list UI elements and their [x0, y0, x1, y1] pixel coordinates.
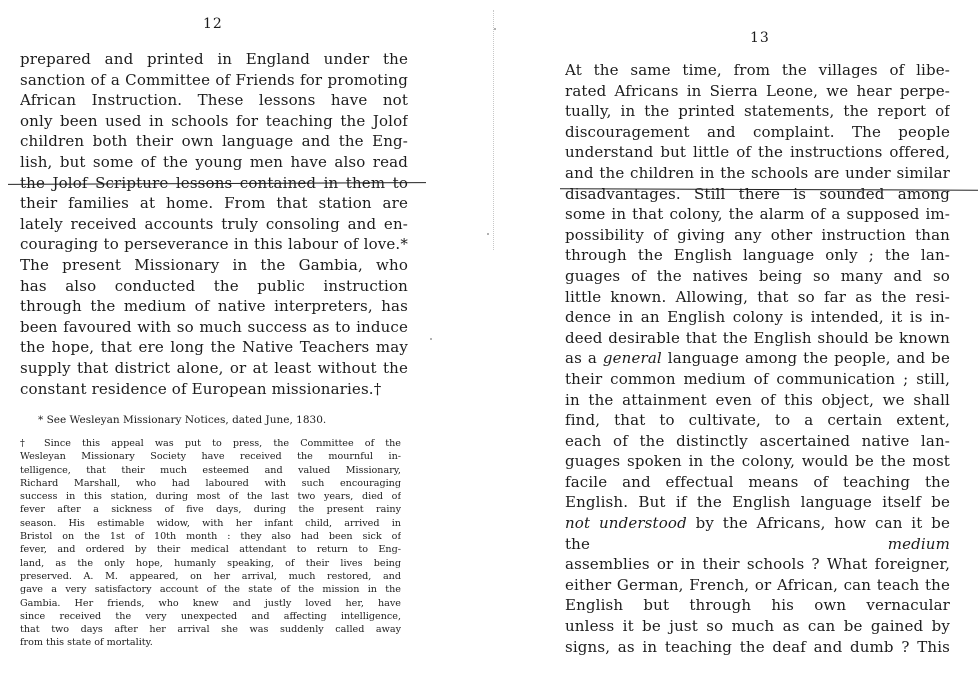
text-line: only been used in schools for teaching the Jolof — [20, 111, 408, 130]
text-line: some in that colony, the alarm of a supposed im- — [565, 205, 950, 224]
text-line: children both their own language and the Eng- — [20, 132, 408, 151]
scan-speck — [494, 28, 496, 30]
left-page-number: 12 — [203, 16, 223, 32]
page-gutter — [493, 10, 494, 250]
text-line: understand but little of the instructions offered, — [565, 143, 950, 162]
footnote-line: success in this station, during most of the last two years, died of — [20, 491, 401, 503]
right-page-body — [565, 60, 950, 657]
right-page-number: 13 — [750, 30, 770, 46]
text-line: The present Missionary in the Gambia, who — [20, 255, 408, 274]
text-line: each of the distinctly ascertained native lan- — [565, 431, 950, 450]
text-line: possibility of giving any other instruction than — [565, 225, 950, 244]
text-line: unless it be just so much as can be gained by — [565, 617, 950, 636]
text-line: guages of the natives being so many and so — [565, 266, 950, 285]
text-line: lish, but some of the young men have also read — [20, 152, 408, 171]
text-line: supply that district alone, or at least without the — [20, 358, 408, 377]
footnote-line: Bristol on the 1st of 10th month : they also had been sick of — [20, 531, 401, 543]
footnote-star: * See Wesleyan Missionary Notices, dated June, 1830. — [38, 414, 327, 426]
footnote-line: fever, and ordered by their medical attendant to return to Eng- — [20, 544, 401, 556]
scan-speck — [487, 233, 489, 235]
text-line — [565, 513, 950, 534]
footnote-line: fever after a sickness of five days, during the present rainy — [20, 504, 401, 516]
text-line: English. But if the English language itself be — [565, 493, 950, 512]
text-line: tually, in the printed statements, the report of — [565, 102, 950, 121]
scan-speck — [430, 338, 432, 340]
footnote-line: season. His estimable widow, with her infant child, arrived in — [20, 517, 401, 529]
italic-not-understood: not understood — [565, 514, 687, 533]
text-line: constant residence of European missionaries.† — [20, 379, 382, 398]
footnote-line: † Since this appeal was put to press, the Committee of the — [20, 438, 401, 449]
text-line: At the same time, from the villages of libe- — [565, 61, 950, 79]
text-line: has also conducted the public instruction — [20, 276, 408, 295]
left-page-body — [20, 49, 408, 399]
text-line: been favoured with so much success as to induce — [20, 317, 408, 336]
footnote-line: since received the very unexpected and affecting intelligence, — [20, 610, 401, 622]
text-line: little known. Allowing, that so far as the resi- — [565, 287, 950, 306]
right-page — [498, 0, 980, 676]
line-part: as a — [565, 349, 603, 368]
text-line: rated Africans in Sierra Leone, we hear perpe- — [565, 81, 950, 100]
text-line: deed desirable that the English should be known — [565, 328, 950, 347]
text-line — [565, 348, 950, 369]
text-line: their common medium of communication ; still, — [565, 369, 950, 388]
footnote-line: telligence, that their much esteemed and valued Missionary, — [20, 464, 401, 476]
text-line: African Instruction. These lessons have not — [20, 91, 408, 110]
line-part: language among the people, and be — [661, 349, 950, 368]
text-line: the Jolof Scripture lessons contained in them to — [20, 173, 408, 192]
footnote-line: Richard Marshall, who had laboured with such encouraging — [20, 477, 401, 489]
italic-medium: medium — [887, 534, 950, 553]
text-line: in the attainment even of this object, we shall — [565, 390, 950, 409]
text-line: dence in an English colony is intended, it is in- — [565, 308, 950, 327]
text-line: signs, as in teaching the deaf and dumb ? This — [565, 637, 950, 656]
text-line: discouragement and complaint. The people — [565, 122, 950, 141]
footnote-line: that two days after her arrival she was suddenly called away — [20, 624, 401, 636]
footnote-line: Wesleyan Missionary Society have received the mournful in- — [20, 451, 401, 463]
text-line: prepared and printed in England under the — [20, 50, 408, 68]
text-line: and the children in the schools are under similar — [565, 163, 950, 182]
text-line: disadvantages. Still there is sounded among — [565, 184, 950, 203]
text-line: through the English language only ; the lan- — [565, 246, 950, 265]
text-line: through the medium of native interpreters, has — [20, 297, 408, 316]
left-page — [0, 0, 488, 676]
italic-general: general — [602, 349, 662, 368]
text-line: either German, French, or African, can teach the — [565, 575, 950, 594]
text-line: guages spoken in the colony, would be the most — [565, 452, 950, 471]
text-line: English but through his own vernacular — [565, 596, 950, 615]
text-line: lately received accounts truly consoling and en- — [20, 214, 408, 233]
text-line: their families at home. From that station are — [20, 194, 408, 213]
text-line: find, that to cultivate, to a certain extent, — [565, 411, 950, 430]
line-part: the — [565, 534, 888, 553]
text-line: the hope, that ere long the Native Teachers may — [20, 338, 408, 357]
footnote-line: preserved. A. M. appeared, on her arrival, much restored, and — [20, 570, 401, 582]
line-part: by the Africans, how can it be — [686, 514, 950, 533]
text-line: facile and effectual means of teaching the — [565, 472, 950, 491]
text-line — [565, 534, 950, 555]
footnote-line: land, as the only hope, humanly speaking, of their lives being — [20, 557, 401, 569]
footnote-line: Gambia. Her friends, who knew and justly loved her, have — [20, 597, 401, 609]
footnote-line: from this state of mortality. — [20, 637, 153, 649]
text-line: sanction of a Committee of Friends for promoting — [20, 70, 408, 89]
text-line: assemblies or in their schools ? What foreigner, — [565, 555, 950, 574]
text-line: couraging to perseverance in this labour of love.* — [20, 235, 408, 254]
footnote-line: gave a very satisfactory account of the state of the mission in the — [20, 584, 401, 596]
footnote-dagger — [20, 437, 401, 650]
